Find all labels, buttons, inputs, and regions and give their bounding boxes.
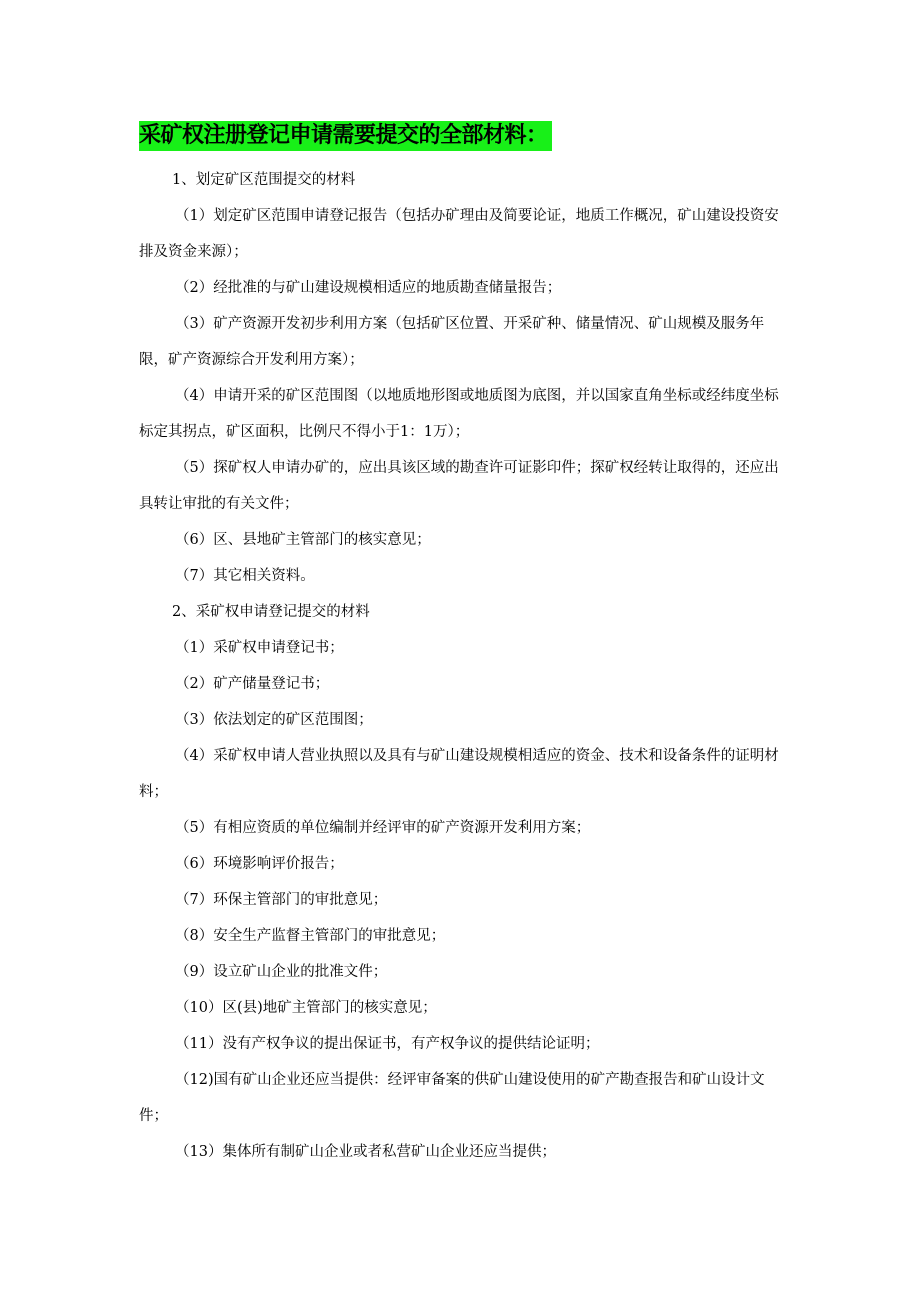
list-item: （7）其它相关资料。 xyxy=(175,568,315,584)
list-item: （2）经批准的与矿山建设规模相适应的地质勘查储量报告； xyxy=(175,280,562,296)
list-item: （1）采矿权申请登记书； xyxy=(175,640,344,656)
list-item: （5）有相应资质的单位编制并经评审的矿产资源开发利用方案； xyxy=(175,820,591,836)
list-item: （13）集体所有制矿山企业或者私营矿山企业还应当提供； xyxy=(175,1144,556,1160)
document-title: 采矿权注册登记申请需要提交的全部材料： xyxy=(139,121,552,151)
list-item: （5）探矿权人申请办矿的，应出具该区域的勘查许可证影印件；探矿权经转让取得的，还应出具转让审批的有关文件； xyxy=(139,460,779,512)
list-item: （10）区(县)地矿主管部门的核实意见； xyxy=(175,1000,437,1016)
list-item: （9）设立矿山企业的批准文件； xyxy=(175,964,388,980)
list-item: （3）矿产资源开发初步利用方案（包括矿区位置、开采矿种、储量情况、矿山规模及服务年限，矿产资源综合开发利用方案）； xyxy=(139,316,765,368)
list-item: （7）环保主管部门的审批意见； xyxy=(175,892,388,908)
list-item: （3）依法划定的矿区范围图； xyxy=(175,712,373,728)
list-item: （12)国有矿山企业还应当提供：经评审备案的供矿山建设使用的矿产勘查报告和矿山设计文件； xyxy=(139,1072,765,1124)
list-item: （11）没有产权争议的提出保证书，有产权争议的提供结论证明； xyxy=(175,1036,600,1052)
section-heading-2: 2、采矿权申请登记提交的材料 xyxy=(172,604,370,620)
list-item: （6）环境影响评价报告； xyxy=(175,856,344,872)
list-item: （8）安全生产监督主管部门的审批意见； xyxy=(175,928,446,944)
list-item: （6）区、县地矿主管部门的核实意见； xyxy=(175,532,431,548)
list-item: （2）矿产储量登记书； xyxy=(175,676,330,692)
list-item: （1）划定矿区范围申请登记报告（包括办矿理由及简要论证，地质工作概况，矿山建设投资安排及资金来源）； xyxy=(139,208,779,260)
section-heading-1: 1、划定矿区范围提交的材料 xyxy=(172,172,356,188)
list-item: （4）申请开采的矿区范围图（以地质地形图或地质图为底图，并以国家直角坐标或经纬度坐标标定其拐点，矿区面积，比例尺不得小于1：1万）； xyxy=(139,388,779,440)
list-item: （4）采矿权申请人营业执照以及具有与矿山建设规模相适应的资金、技术和设备条件的证明材料； xyxy=(139,748,779,800)
